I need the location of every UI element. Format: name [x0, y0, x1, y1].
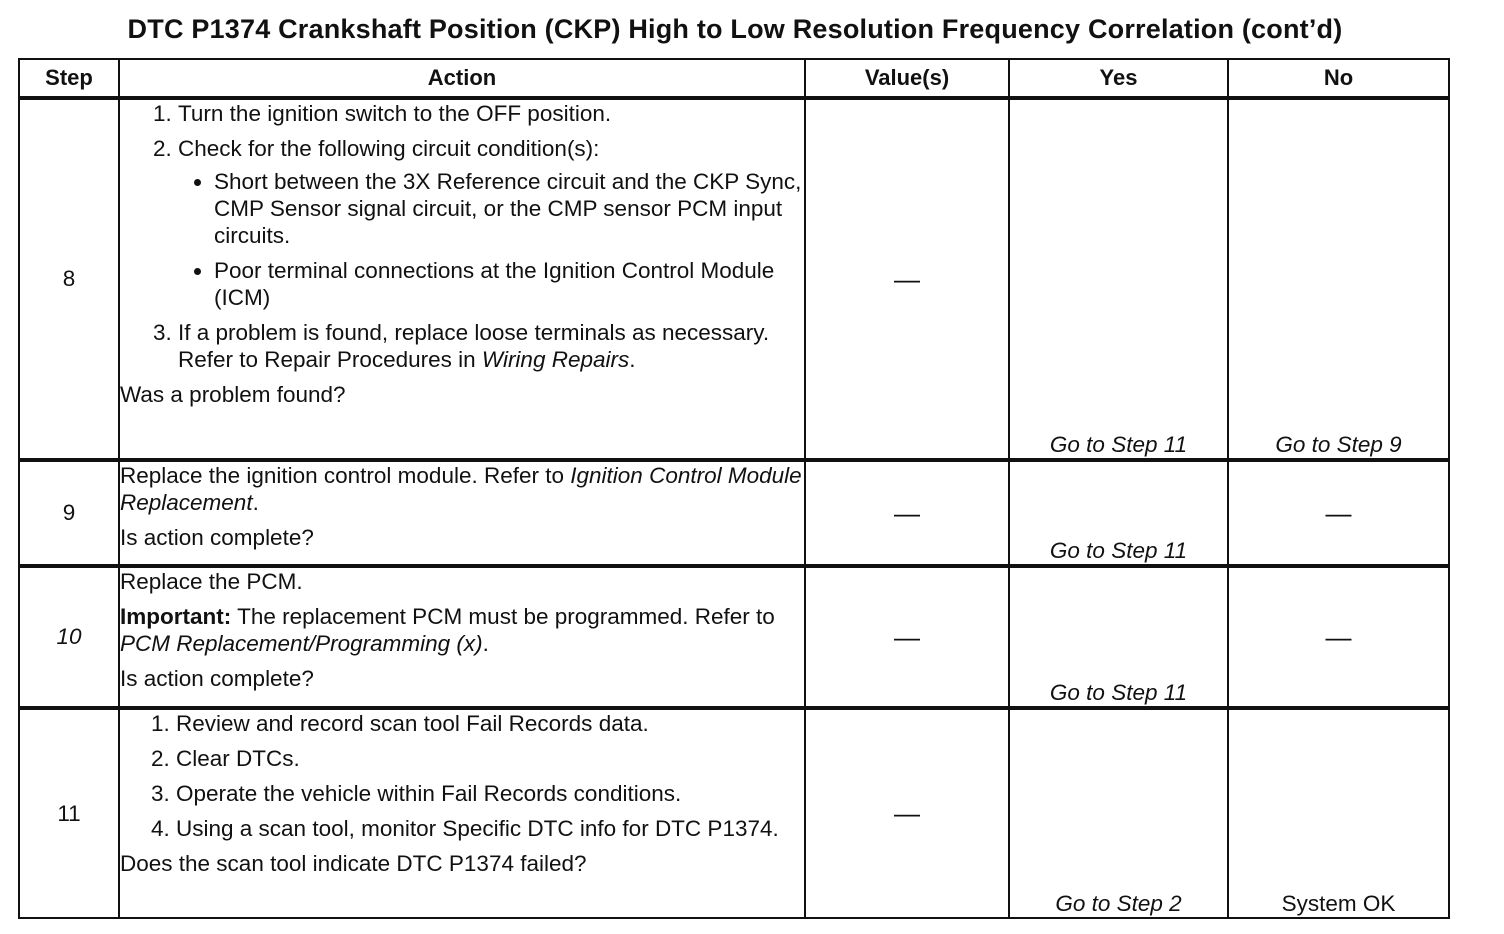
value-cell: —: [805, 708, 1009, 918]
header-action: Action: [119, 59, 805, 98]
table-row: [19, 708, 1449, 918]
action-step-text: Check for the following circuit condition(s):: [178, 136, 600, 161]
action-steps: [120, 710, 804, 842]
table-row: [19, 98, 1449, 460]
header-row: [19, 59, 1449, 98]
condition-item: • Poor terminal connections at the Ignition Control Module (ICM): [214, 257, 804, 311]
question-text: Is action complete?: [120, 525, 314, 550]
header-values: Value(s): [805, 59, 1009, 98]
action-step: 4. Using a scan tool, monitor Specific DTC info for DTC P1374.: [176, 815, 804, 842]
no-cell: System OK: [1228, 708, 1449, 918]
reference-text: Ignition Control Module Replacement: [120, 463, 802, 515]
yes-cell: Go to Step 11: [1009, 98, 1228, 460]
action-text: [120, 462, 804, 516]
punctuation: .: [629, 347, 636, 372]
no-cell: —: [1228, 566, 1449, 708]
page-title: DTC P1374 Crankshaft Position (CKP) High to Low Resolution Frequency Correlation (cont’d): [127, 14, 1343, 44]
yes-cell: Go to Step 11: [1009, 460, 1228, 566]
step-number: 8: [19, 98, 119, 460]
reference-text: Wiring Repairs: [481, 347, 630, 372]
condition-list: [178, 168, 804, 311]
reference-text: PCM Replacement/Programming (x): [120, 631, 483, 656]
action-step-text: If a problem is found, replace loose terminals as necessary. Refer to Repair Procedures in: [178, 320, 770, 372]
step-number: 11: [19, 708, 119, 918]
value-cell: —: [805, 98, 1009, 460]
question-text: Was a problem found?: [120, 382, 346, 407]
action-step: 1. Review and record scan tool Fail Records data.: [176, 710, 804, 737]
punctuation: .: [482, 631, 489, 656]
value-cell: —: [805, 566, 1009, 708]
action-cell: [119, 708, 805, 918]
action-cell: [119, 460, 805, 566]
header-yes: Yes: [1009, 59, 1228, 98]
action-step: 1. Turn the ignition switch to the OFF position.: [178, 100, 804, 127]
action-step: 3. Operate the vehicle within Fail Records conditions.: [176, 780, 804, 807]
question-text: Is action complete?: [120, 666, 314, 691]
punctuation: .: [252, 490, 259, 515]
yes-cell: Go to Step 2: [1009, 708, 1228, 918]
condition-item: • Short between the 3X Reference circuit and the CKP Sync, CMP Sensor signal circuit, or the CMP sensor PCM input circuits.: [214, 168, 804, 249]
action-text-span: Replace the ignition control module. Refer to: [120, 463, 571, 488]
header-no: No: [1228, 59, 1449, 98]
no-cell: Go to Step 9: [1228, 98, 1449, 460]
table-row: [19, 460, 1449, 566]
important-note: [120, 603, 804, 657]
important-text: The replacement PCM must be programmed. Refer to: [231, 604, 775, 629]
action-step: [178, 319, 804, 373]
no-cell: —: [1228, 460, 1449, 566]
action-text: Replace the PCM.: [120, 569, 303, 594]
diagnostic-table: [18, 58, 1450, 919]
step-number: 10: [19, 566, 119, 708]
header-step: Step: [19, 59, 119, 98]
action-cell: [119, 98, 805, 460]
table-row: [19, 566, 1449, 708]
value-cell: —: [805, 460, 1009, 566]
question-text: Does the scan tool indicate DTC P1374 failed?: [120, 851, 587, 876]
action-step: 2. Clear DTCs.: [176, 745, 804, 772]
yes-cell: Go to Step 11: [1009, 566, 1228, 708]
important-label: Important:: [120, 604, 232, 629]
step-number: 9: [19, 460, 119, 566]
action-cell: [119, 566, 805, 708]
action-steps: [120, 100, 804, 373]
action-step: [178, 135, 804, 311]
